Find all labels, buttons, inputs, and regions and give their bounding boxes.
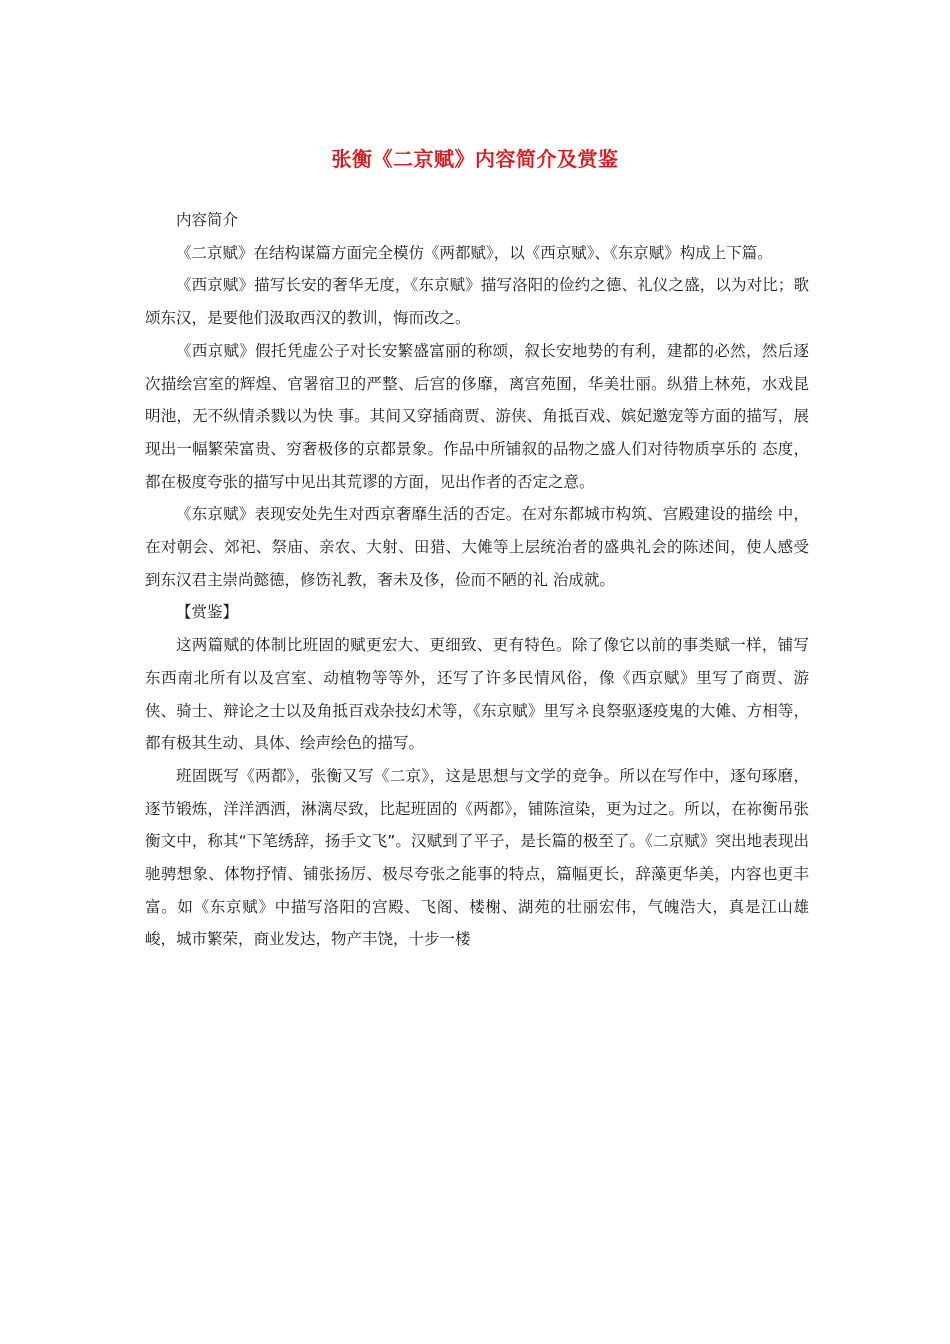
paragraph: 班固既写《两都》，张衡又写《二京》，这是思想与文学的竞争。所以在写作中，逐句琢磨，逐节锻炼，洋洋洒洒，淋漓尽致，比起班固的《两都》，铺陈渲染，更为过之。所以，在祢衡吊张衡文中，称其“下笔绣辞，扬手文飞”。汉赋到了平子，是长篇的极至了。《二京赋》突出地表现出驰骋想象、体物抒情、铺张扬厉、极尽夸张之能事的特点，篇幅更长，辞藻更华美，内容也更丰富。如《东京赋》中描写洛阳的宫殿、飞阁、楼榭、湖苑的壮丽宏伟，气魄浩大，真是江山雄峻，城市繁荣，商业发达，物产丰饶，十步一楼 (145, 766, 809, 949)
paragraph-intro-heading: 内容简介 (176, 211, 239, 229)
paragraph: 《西京赋》假托凭虚公子对长安繁盛富丽的称颂，叙长安地势的有利，建都的必然，然后逐次描绘宫室的辉煌、官署宿卫的严整、后宫的侈靡，离宫苑囿，华美壮丽。纵猎上林苑，水戏昆明池，无不纵情杀戮以为快 事。其间又穿插商贾、游侠、角抵百戏、嫔妃邀宠等方面的描写，展现出一幅繁荣富贵、穷奢极侈的京都景象。作品中所铺叙的品物之盛人们对待物质享乐的 态度，都在极度夸张的描写中见出其荒谬的方面，见出作者的否定之意。 (145, 341, 809, 491)
document-title: 张衡《二京赋》内容简介及赏鉴 (331, 147, 619, 171)
document-body (145, 204, 809, 956)
paragraph: 《西京赋》描写长安的奢华无度，《东京赋》描写洛阳的俭约之德、礼仪之盛，以为对比；歌颂东汉，是要他们汲取西汉的教训，悔而改之。 (145, 276, 809, 328)
paragraph: 《二京赋》在结构谋篇方面完全模仿《两都赋》，以《西京赋》、《东京赋》构成上下篇。 (176, 243, 773, 262)
paragraph: 《东京赋》表现安处先生对西京奢靡生活的否定。在对东都城市构筑、宫殿建设的描绘 中，在对朝会、郊祀、祭庙、亲农、大射、田猎、大傩等上层统治者的盛典礼会的陈述间，使人感受到东汉君主崇尚懿德，修饬礼教，奢未及侈，俭而不陋的礼 治成就。 (145, 505, 809, 589)
paragraph: 这两篇赋的体制比班固的赋更宏大、更细致、更有特色。除了像它以前的事类赋一样，铺写东西南北所有以及宫室、动植物等等外，还写了许多民情风俗，像《西京赋》里写了商贾、游侠、骑士、辩论之士以及角抵百戏杂技幻术等，《东京赋》里写ネ良祭驱逐疫鬼的大傩、方相等，都有极其生动、具体、绘声绘色的描写。 (145, 636, 809, 753)
paragraph-appreciation-heading: 【赏鉴】 (176, 603, 239, 622)
